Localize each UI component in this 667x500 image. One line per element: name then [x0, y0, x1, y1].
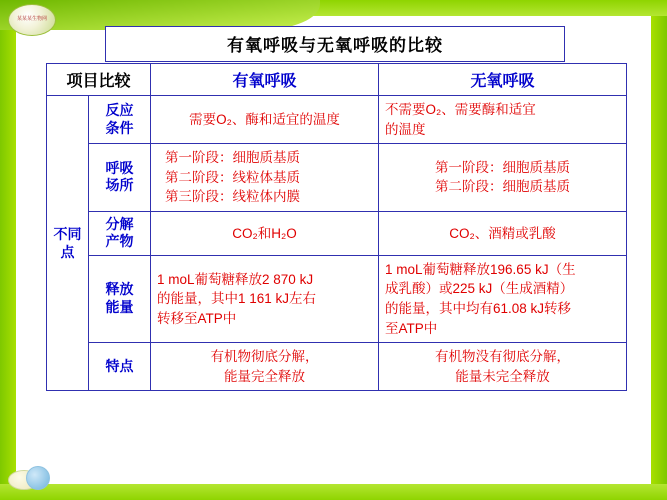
- row-label-conditions-line2: 条件: [105, 119, 134, 136]
- row-label-features-line1: 特点: [105, 357, 134, 374]
- cell-anaerobic-location: [379, 144, 627, 212]
- cell-anaerobic-features: [379, 343, 627, 391]
- cell-anaerobic-conditions-line2: 的温度: [385, 121, 426, 137]
- side-label-text: 不同点: [53, 225, 82, 261]
- cell-anaerobic-features-line1: 有机物没有彻底分解，: [435, 349, 571, 365]
- cell-anaerobic-features-line2: 能量未完全释放: [455, 368, 550, 384]
- cell-aerobic-features-line1: 有机物彻底分解，: [210, 349, 319, 365]
- corner-circle-blue-icon: [26, 466, 50, 490]
- row-label-energy: [89, 255, 151, 342]
- cell-anaerobic-conditions-line1: 不需要O₂、需要酶和适宜: [385, 102, 536, 117]
- corner-decoration: [8, 464, 60, 494]
- row-label-location: [89, 144, 151, 212]
- header-cell-aerobic: 有氧呼吸: [151, 64, 379, 96]
- row-label-products-line1: 分解: [105, 215, 134, 232]
- frame-right-decoration: [651, 0, 667, 500]
- table-row-location: [47, 144, 627, 212]
- row-label-conditions: [89, 96, 151, 144]
- cell-aerobic-location: [151, 144, 379, 212]
- cell-anaerobic-energy-line1: 1 moL葡萄糖释放196.65 kJ（生: [385, 261, 576, 277]
- cell-aerobic-energy-line1: 1 moL葡萄糖释放2 870 kJ: [157, 271, 314, 287]
- cell-anaerobic-energy: [379, 255, 627, 342]
- cell-aerobic-features: [151, 343, 379, 391]
- page-title: 有氧呼吸与无氧呼吸的比较: [227, 36, 443, 55]
- cell-anaerobic-conditions: [379, 96, 627, 144]
- cell-aerobic-energy-line3: 转移至ATP中: [157, 310, 237, 326]
- header-cell-item: 项目比较: [47, 64, 151, 96]
- side-label-differences: [47, 96, 89, 391]
- cell-anaerobic-energy-line4: 至ATP中: [385, 320, 438, 336]
- title-bar: [105, 26, 565, 62]
- row-label-conditions-line1: 反应: [105, 102, 134, 119]
- row-label-location-line1: 呼吸: [105, 159, 134, 176]
- row-label-products-line2: 产物: [105, 233, 134, 250]
- comparison-table: [46, 63, 627, 391]
- row-label-features: [89, 343, 151, 391]
- table-header-row: [47, 64, 627, 96]
- row-label-products: [89, 211, 151, 255]
- row-label-energy-line2: 能量: [105, 298, 134, 315]
- table-row-features: [47, 343, 627, 391]
- header-cell-anaerobic: 无氧呼吸: [379, 64, 627, 96]
- row-label-energy-line1: 释放: [105, 281, 134, 298]
- cell-anaerobic-energy-line3: 的能量，其中均有61.08 kJ转移: [385, 300, 572, 316]
- table-row-energy: [47, 255, 627, 342]
- cell-anaerobic-energy-line2: 成乳酸）或225 kJ（生成酒精）: [385, 281, 574, 297]
- cell-aerobic-conditions: [151, 96, 379, 144]
- cell-aerobic-features-line2: 能量完全释放: [224, 368, 306, 384]
- site-logo: [8, 4, 56, 36]
- cell-aerobic-products: CO₂和H₂O: [151, 211, 379, 255]
- frame-bottom-decoration: [0, 484, 667, 500]
- cell-anaerobic-location-line2: 第二阶段：细胞质基质: [435, 179, 571, 195]
- frame-left-decoration: [0, 0, 16, 500]
- cell-aerobic-energy: [151, 255, 379, 342]
- row-label-location-line2: 场所: [105, 177, 134, 194]
- cell-aerobic-conditions-text: 需要O₂、酶和适宜的温度: [189, 111, 340, 127]
- site-logo-label: 某某某生物网: [16, 16, 47, 23]
- table-row-conditions: [47, 96, 627, 144]
- cell-aerobic-location-line2: 第二阶段：线粒体基质: [165, 169, 301, 185]
- cell-aerobic-energy-line2: 的能量，其中1 161 kJ左右: [157, 291, 317, 307]
- table-row-products: [47, 211, 627, 255]
- cell-aerobic-location-line1: 第一阶段：细胞质基质: [165, 150, 301, 166]
- cell-anaerobic-location-line1: 第一阶段：细胞质基质: [435, 159, 571, 175]
- cell-anaerobic-products: CO₂、酒精或乳酸: [379, 211, 627, 255]
- cell-aerobic-location-line3: 第三阶段：线粒体内膜: [165, 189, 301, 205]
